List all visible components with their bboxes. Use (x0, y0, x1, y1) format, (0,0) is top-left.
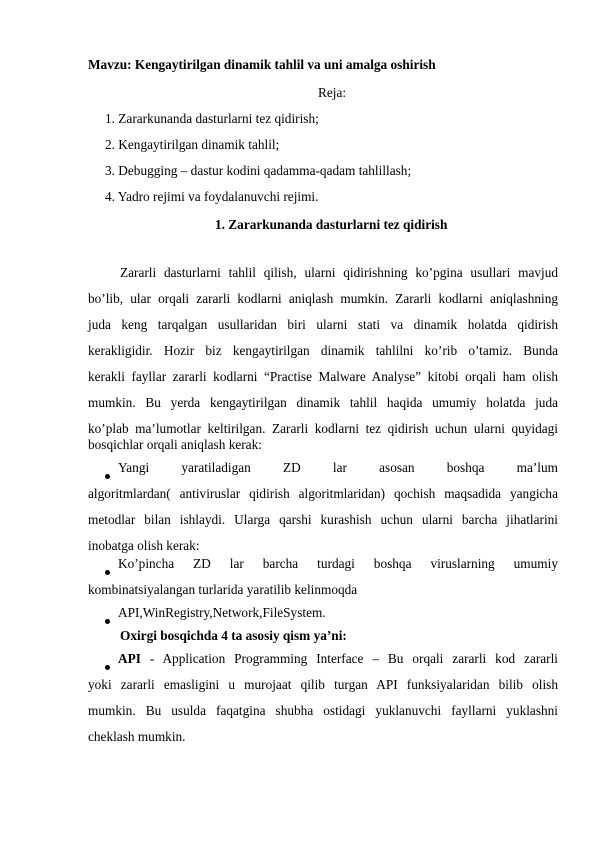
subheading: Oxirgi bosqichda 4 ta asosiy qism ya’ni: (120, 628, 347, 643)
paragraph-line: kerakligidir. Hozir biz kengaytirilgan dinamik tahlilni ko’rib o’tamiz. Bunda (88, 343, 558, 358)
paragraph-line: metodlar bilan ishlaydi. Ularga qarshi kurashish uchun ularni barcha jihatlarini (88, 512, 558, 527)
api-definition: - Application Programming Interface – Bu orqali zararli kod zararli (140, 651, 558, 666)
bullet-icon (105, 658, 110, 674)
bullet-item-first-line: Ko’pincha ZD lar barcha turdagi boshqa viruslarning umumiy (118, 556, 558, 571)
reja-label: Reja: (318, 85, 347, 100)
bullet-icon (105, 467, 110, 483)
paragraph-line: kombinatsiyalangan turlarida yaratilib kelinmoqda (88, 582, 358, 597)
plan-item: 4. Yadro rejimi va foydalanuvchi rejimi. (105, 189, 319, 204)
paragraph-line: Zararli dasturlarni tahlil qilish, ularni qidirishning ko’pgina usullari mavjud (120, 265, 558, 280)
bullet-item-first-line (118, 651, 558, 667)
bullet-item-first-line: Yangi yaratiladigan ZD lar asosan boshqa ma’lum (118, 460, 558, 475)
paragraph-line: cheklash mumkin. (88, 729, 186, 744)
paragraph-line: mumkin. Bu yerda kengaytirilgan dinamik tahlil haqida umumiy holatda juda (88, 395, 558, 410)
plan-item: 1. Zararkunanda dasturlarni tez qidirish; (105, 111, 319, 126)
section-heading: 1. Zararkunanda dasturlarni tez qidirish (215, 217, 448, 232)
paragraph-line: bo’lib, ular orqali zararli kodlarni aniqlash mumkin. Zararli kodlarni aniqlashning (88, 291, 558, 306)
paragraph-line: inobatga olish kerak: (88, 538, 200, 553)
paragraph-line: yoki zararli emasligini u murojaat qilib turgan API funksiyalaridan bilib olish (88, 677, 558, 692)
bullet-icon (105, 563, 110, 579)
api-term: API (118, 651, 141, 666)
paragraph-line: juda keng tarqalgan usullaridan biri ularni stati va dinamik holatda qidirish (88, 317, 558, 332)
paragraph-line: algoritmlardan( antiviruslar qidirish algoritmlaridan) qochish maqsadida yangicha (88, 486, 558, 501)
bullet-item-first-line: API,WinRegistry,Network,FileSystem. (118, 605, 326, 620)
bullet-icon (105, 612, 110, 628)
paragraph-line: mumkin. Bu usulda faqatgina shubha ostidagi yuklanuvchi fayllarni yuklashni (88, 703, 558, 718)
paragraph-line: ko’plab ma’lumotlar keltirilgan. Zararli kodlarni tez qidirish uchun ularni quyidagi (88, 421, 558, 436)
plan-item: 3. Debugging – dastur kodini qadamma-qadam tahlillash; (105, 163, 412, 178)
paragraph-line: bosqichlar orqali aniqlash kerak: (88, 437, 262, 452)
page-title: Mavzu: Kengaytirilgan dinamik tahlil va uni amalga oshirish (88, 57, 436, 72)
plan-item: 2. Kengaytirilgan dinamik tahlil; (105, 137, 280, 152)
paragraph-line: kerakli fayllar zararli kodlarni “Practise Malware Analyse” kitobi orqali ham olish (88, 369, 558, 384)
